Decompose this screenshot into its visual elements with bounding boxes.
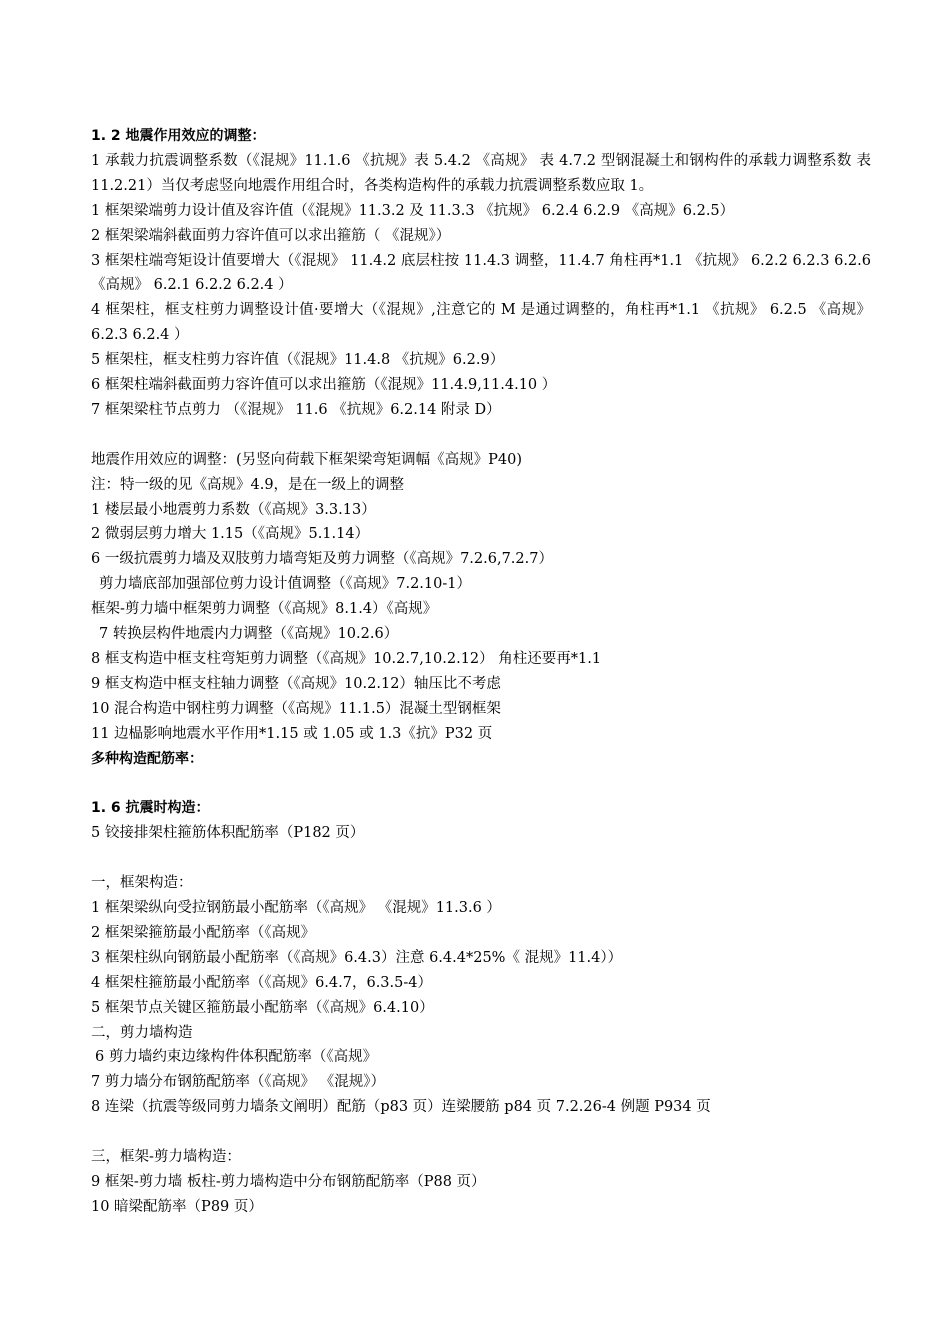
list-item: 10 混合构造中钢柱剪力调整（《高规》11.1.5）混凝土型钢框架: [91, 700, 501, 717]
list-item: 8 框支构造中框支柱弯矩剪力调整（《高规》10.2.7,10.2.12） 角柱还要再*1.1: [91, 651, 602, 668]
list-item: 5 框架柱，框支柱剪力容许值（《混规》11.4.8 《抗规》6.2.9）: [91, 352, 505, 369]
section-seismic-title: 地震作用效应的调整：(另竖向荷载下框架梁弯矩调幅《高规》P40): [91, 451, 523, 468]
section-1-6-heading: 1. 6 抗震时构造：: [91, 800, 210, 817]
list-item: 6 剪力墙约束边缘构件体积配筋率（《高规》: [95, 1049, 378, 1066]
list-item: 剪力墙底部加强部位剪力设计值调整（《高规》7.2.10-1）: [99, 576, 471, 593]
list-item: 5 铰接排架柱箍筋体积配筋率（P182 页）: [91, 825, 365, 842]
spacer: [91, 1120, 871, 1145]
list-item: 2 框架梁端斜截面剪力容许值可以求出箍筋（ 《混规》）: [91, 227, 451, 244]
list-item: 8 连梁（抗震等级同剪力墙条文阐明）配筋（p83 页）连梁腰筋 p84 页 7.2.26-4 例题 P934 页: [91, 1099, 711, 1116]
list-item: 1 框架梁纵向受拉钢筋最小配筋率（《高规》 《混规》11.3.6 ）: [91, 900, 501, 917]
list-item: 3 框架柱纵向钢筋最小配筋率（《高规》6.4.3）注意 6.4.4*25%《 混规》11.4））: [91, 949, 623, 966]
spacer: [91, 846, 871, 871]
list-item: 11 边榀影响地震水平作用*1.15 或 1.05 或 1.3《抗》P32 页: [91, 725, 493, 742]
list-item: 10 暗梁配筋率（P89 页）: [91, 1198, 263, 1215]
list-item: 2 微弱层剪力增大 1.15（《高规》5.1.14）: [91, 526, 370, 543]
paragraph-seismic-adjustment-coefficient: 1 承载力抗震调整系数（《混规》11.1.6 《抗规》表 5.4.2 《高规》 表 4.7.2 型钢混凝土和钢构件的承载力调整系数 表 11.2.21）当仅考虑竖向地震作用组合时，各类构造构件的承载力抗震调整系数应取 1。: [91, 152, 871, 194]
list-item: 1 楼层最小地震剪力系数（《高规》3.3.13）: [91, 501, 376, 518]
list-item: 7 剪力墙分布钢筋配筋率（《高规》 《混规》）: [91, 1074, 385, 1091]
list-item: 4 框架柱箍筋最小配筋率（《高规》6.4.7，6.3.5-4）: [91, 974, 432, 991]
spacer: [91, 423, 871, 448]
section-shearwall-title: 二，剪力墙构造: [91, 1024, 193, 1041]
section-frame-title: 一，框架构造：: [91, 875, 193, 892]
list-item: 2 框架梁箍筋最小配筋率（《高规》: [91, 924, 316, 941]
list-item: 4 框架柱，框支柱剪力调整设计值·要增大（《混规》,注意它的 M 是通过调整的，角柱再*1.1 《抗规》 6.2.5 《高规》 6.2.3 6.2.4 ）: [91, 302, 871, 344]
list-item: 5 框架节点关键区箍筋最小配筋率（《高规》6.4.10）: [91, 999, 434, 1016]
list-item: 9 框支构造中框支柱轴力调整（《高规》10.2.12）轴压比不考虑: [91, 675, 501, 692]
list-item: 6 一级抗震剪力墙及双肢剪力墙弯矩及剪力调整（《高规》7.2.6,7.2.7）: [91, 551, 553, 568]
reinforcement-ratio-heading: 多种构造配筋率：: [91, 750, 203, 767]
list-item: 框架-剪力墙中框架剪力调整（《高规》8.1.4）《高规》: [91, 601, 438, 618]
list-item: 6 框架柱端斜截面剪力容许值可以求出箍筋（《混规》11.4.9,11.4.10 ）: [91, 377, 557, 394]
list-item: 3 框架柱端弯矩设计值要增大（《混规》 11.4.2 底层柱按 11.4.3 调整，11.4.7 角柱再*1.1 《抗规》 6.2.2 6.2.3 6.2.6 《高规》 6.2.1 6.2.2 6.2.4 ）: [91, 252, 871, 294]
list-item: 1 框架梁端剪力设计值及容许值（《混规》11.3.2 及 11.3.3 《抗规》 6.2.4 6.2.9 《高规》6.2.5）: [91, 202, 735, 219]
list-item: 7 转换层构件地震内力调整（《高规》10.2.6）: [99, 626, 399, 643]
spacer: [91, 772, 871, 797]
section-frame-shearwall-title: 三，框架-剪力墙构造：: [91, 1149, 241, 1166]
document-body: [91, 124, 871, 1220]
section-seismic-note: 注：特一级的见《高规》4.9，是在一级上的调整: [91, 476, 405, 493]
list-item: 9 框架-剪力墙 板柱-剪力墙构造中分布钢筋配筋率（P88 页）: [91, 1174, 486, 1190]
section-1-2-heading: 1. 2 地震作用效应的调整：: [91, 128, 266, 144]
list-item: 7 框架梁柱节点剪力 （《混规》 11.6 《抗规》6.2.14 附录 D）: [91, 401, 501, 418]
